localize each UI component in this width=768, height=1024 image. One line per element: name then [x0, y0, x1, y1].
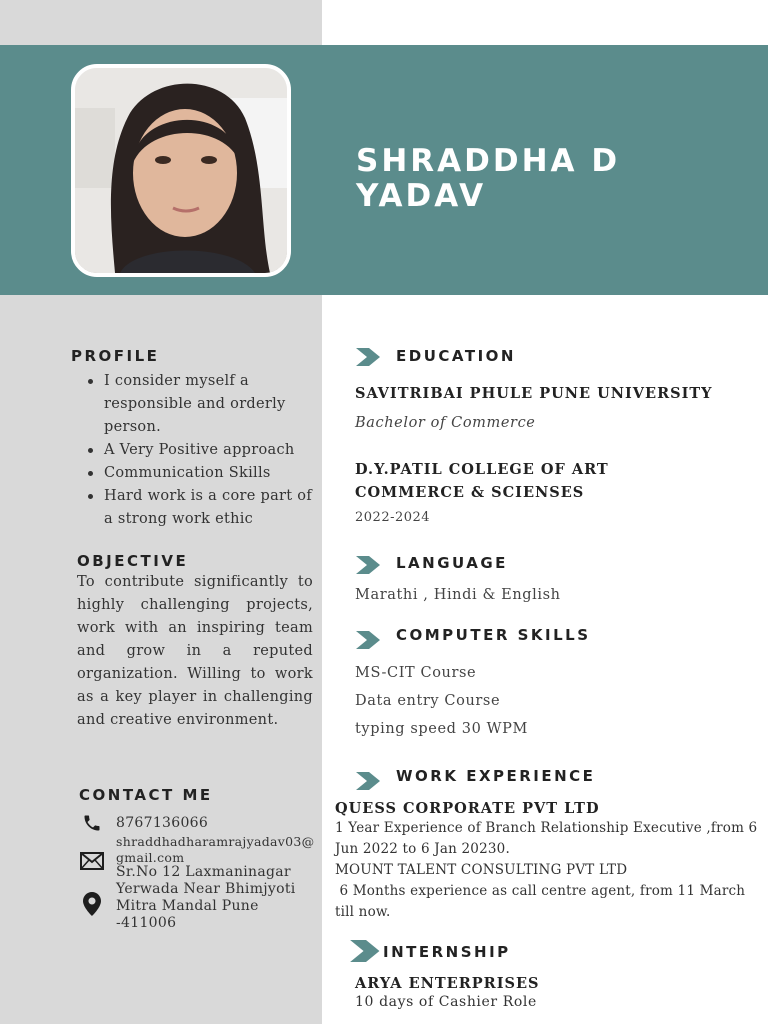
profile-item: A Very Positive approach [86, 439, 316, 462]
profile-item: Communication Skills [86, 462, 316, 485]
skill-item: Data entry Course [355, 693, 501, 709]
education-title: EDUCATION [396, 347, 516, 365]
language-text: Marathi , Hindi & English [355, 587, 561, 603]
profile-list [86, 370, 316, 531]
internship-detail: 10 days of Cashier Role [355, 994, 537, 1010]
computer-skills-title: COMPUTER SKILLS [396, 626, 591, 644]
email-value[interactable]: shraddhadharamrajyadav03@gmail.com [116, 834, 315, 865]
chevron-arrow-icon [356, 348, 382, 366]
work-line: 6 Months experience as call centre agent, from 11 March till now. [335, 883, 750, 920]
education-detail: Bachelor of Commerce [355, 415, 536, 431]
work-line: 1 Year Experience of Branch Relationship Executive ,from 6 Jun 2022 to 6 Jan 20230. [335, 820, 758, 857]
address-value: Sr.No 12 Laxmaninagar Yerwada Near Bhimjyoti Mitra Mandal Pune -411006 [116, 864, 296, 931]
profile-title: PROFILE [71, 347, 160, 365]
skill-item: typing speed 30 WPM [355, 721, 528, 737]
education-detail: 2022-2024 [355, 510, 431, 525]
internship-title: INTERNSHIP [383, 943, 511, 961]
objective-text: To contribute significantly to highly challenging projects, work with an inspiring team and grow in a reputed organization. Willing to work as a key player in challenging and creative environment. [77, 574, 313, 728]
phone-row [80, 813, 104, 833]
skill-item: MS-CIT Course [355, 665, 477, 681]
phone-icon [80, 813, 104, 833]
work-details [335, 818, 760, 923]
language-title: LANGUAGE [396, 554, 508, 572]
internship-company: ARYA ENTERPRISES [355, 975, 540, 992]
objective-title: OBJECTIVE [77, 552, 189, 570]
work-line: MOUNT TALENT CONSULTING PVT LTD [335, 862, 628, 878]
email-icon [80, 852, 104, 870]
profile-item: I consider myself a responsible and orderly person. [86, 370, 316, 439]
chevron-arrow-icon [356, 631, 382, 649]
education-school: SAVITRIBAI PHULE PUNE UNIVERSITY [355, 385, 713, 402]
location-icon [80, 892, 104, 916]
chevron-arrow-icon [356, 556, 382, 574]
chevron-arrow-icon [356, 772, 382, 790]
work-company: QUESS CORPORATE PVT LTD [335, 800, 600, 817]
email-row [80, 852, 104, 870]
address-row [80, 892, 104, 916]
work-experience-title: WORK EXPERIENCE [396, 767, 596, 785]
education-school: D.Y.PATIL COLLEGE OF ART COMMERCE & SCIENSES [355, 461, 609, 501]
chevron-arrow-icon [350, 940, 376, 958]
phone-value: 8767136066 [116, 815, 209, 831]
contact-title: CONTACT ME [79, 786, 213, 804]
profile-photo [71, 64, 291, 277]
candidate-name: SHRADDHA D YADAV [356, 143, 621, 214]
profile-item: Hard work is a core part of a strong work ethic [86, 485, 316, 531]
